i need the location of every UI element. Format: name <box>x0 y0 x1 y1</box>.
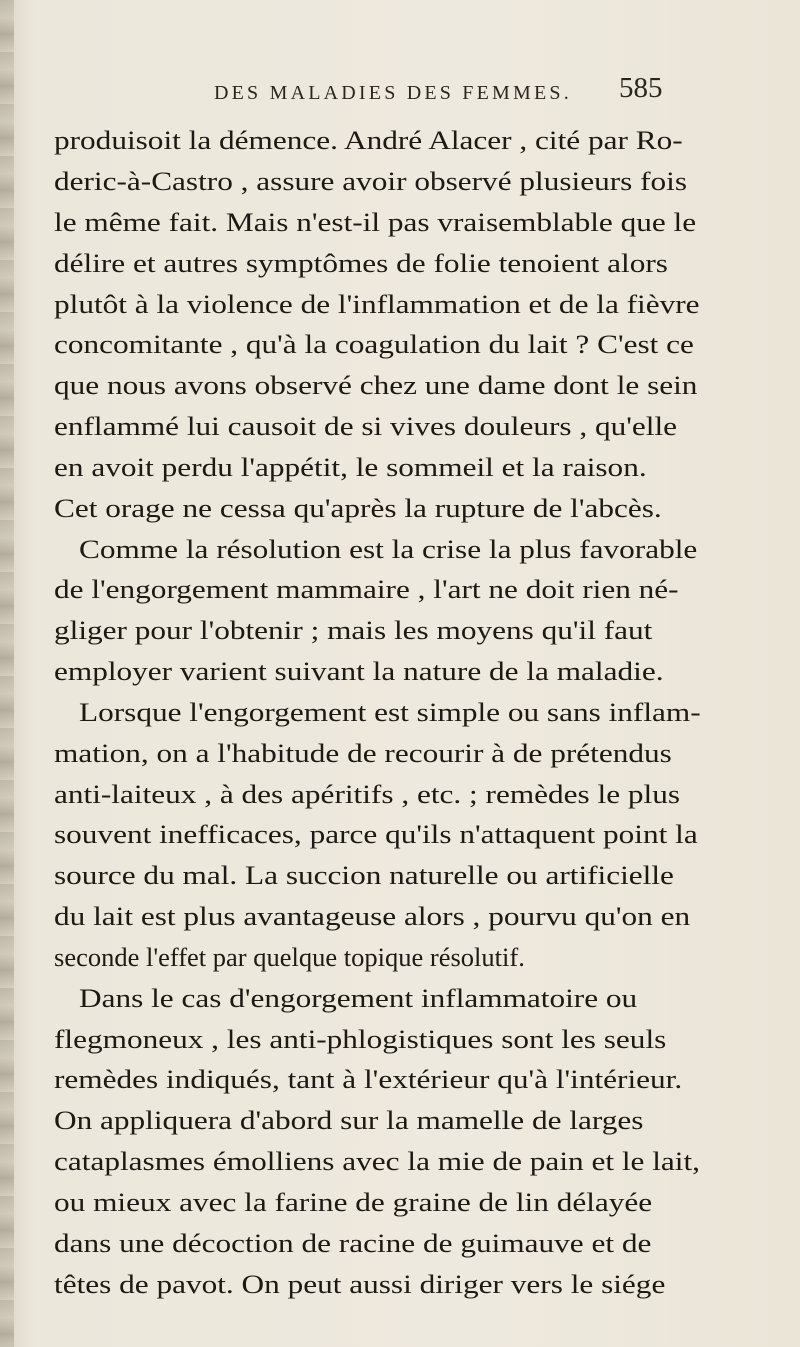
text-line: deric-à-Castro , assure avoir observé plusieurs fois <box>54 166 688 196</box>
text-line: Lorsque l'engorgement est simple ou sans inflam- <box>79 697 701 727</box>
text-line: enflammé lui causoit de si vives douleurs , qu'elle <box>54 411 678 441</box>
text-line: souvent inefficaces, parce qu'ils n'attaquent point la <box>54 819 698 849</box>
running-head: DES MALADIES DES FEMMES. <box>214 82 572 104</box>
text-line: que nous avons observé chez une dame dont le sein <box>54 370 698 400</box>
text-line: source du mal. La succion naturelle ou artificielle <box>54 860 674 890</box>
text-line: remèdes indiqués, tant à l'extérieur qu'à l'intérieur. <box>54 1064 683 1094</box>
text-line: le même fait. Mais n'est-il pas vraisemblable que le <box>54 207 697 237</box>
text-line: ou mieux avec la farine de graine de lin délayée <box>54 1187 653 1217</box>
text-line: en avoit perdu l'appétit, le sommeil et la raison. <box>54 452 647 482</box>
text-line: cataplasmes émolliens avec la mie de pain et le lait, <box>54 1146 700 1176</box>
text-line: plutôt à la violence de l'inflammation et de la fièvre <box>54 289 700 319</box>
text-line: de l'engorgement mammaire , l'art ne doit rien né- <box>54 574 679 604</box>
text-line: seconde l'effet par quelque topique résolutif. <box>54 942 525 972</box>
text-line: Cet orage ne cessa qu'après la rupture de l'abcès. <box>54 493 662 523</box>
text-line: On appliquera d'abord sur la mamelle de larges <box>54 1105 644 1135</box>
text-line: gliger pour l'obtenir ; mais les moyens qu'il faut <box>54 615 653 645</box>
text-line: produisoit la démence. André Alacer , cité par Ro- <box>54 125 683 155</box>
text-line: du lait est plus avantageuse alors , pourvu qu'on en <box>54 901 691 931</box>
text-line: Comme la résolution est la crise la plus favorable <box>79 534 698 564</box>
text-line: dans une décoction de racine de guimauve et de <box>54 1228 652 1258</box>
text-line: têtes de pavot. On peut aussi diriger vers le siége <box>54 1269 666 1299</box>
binding-edge <box>0 0 14 1347</box>
text-line: anti-laiteux , à des apéritifs , etc. ; remèdes le plus <box>54 779 681 809</box>
text-line: concomitante , qu'à la coagulation du lait ? C'est ce <box>54 329 694 359</box>
page-number: 585 <box>619 72 663 104</box>
text-line: employer varient suivant la nature de la maladie. <box>54 656 664 686</box>
text-line: Dans le cas d'engorgement inflammatoire ou <box>79 983 638 1013</box>
text-line: flegmoneux , les anti-phlogistiques sont les seuls <box>54 1024 667 1054</box>
text-line: mation, on a l'habitude de recourir à de prétendus <box>54 738 672 768</box>
text-line: délire et autres symptômes de folie tenoient alors <box>54 248 668 278</box>
